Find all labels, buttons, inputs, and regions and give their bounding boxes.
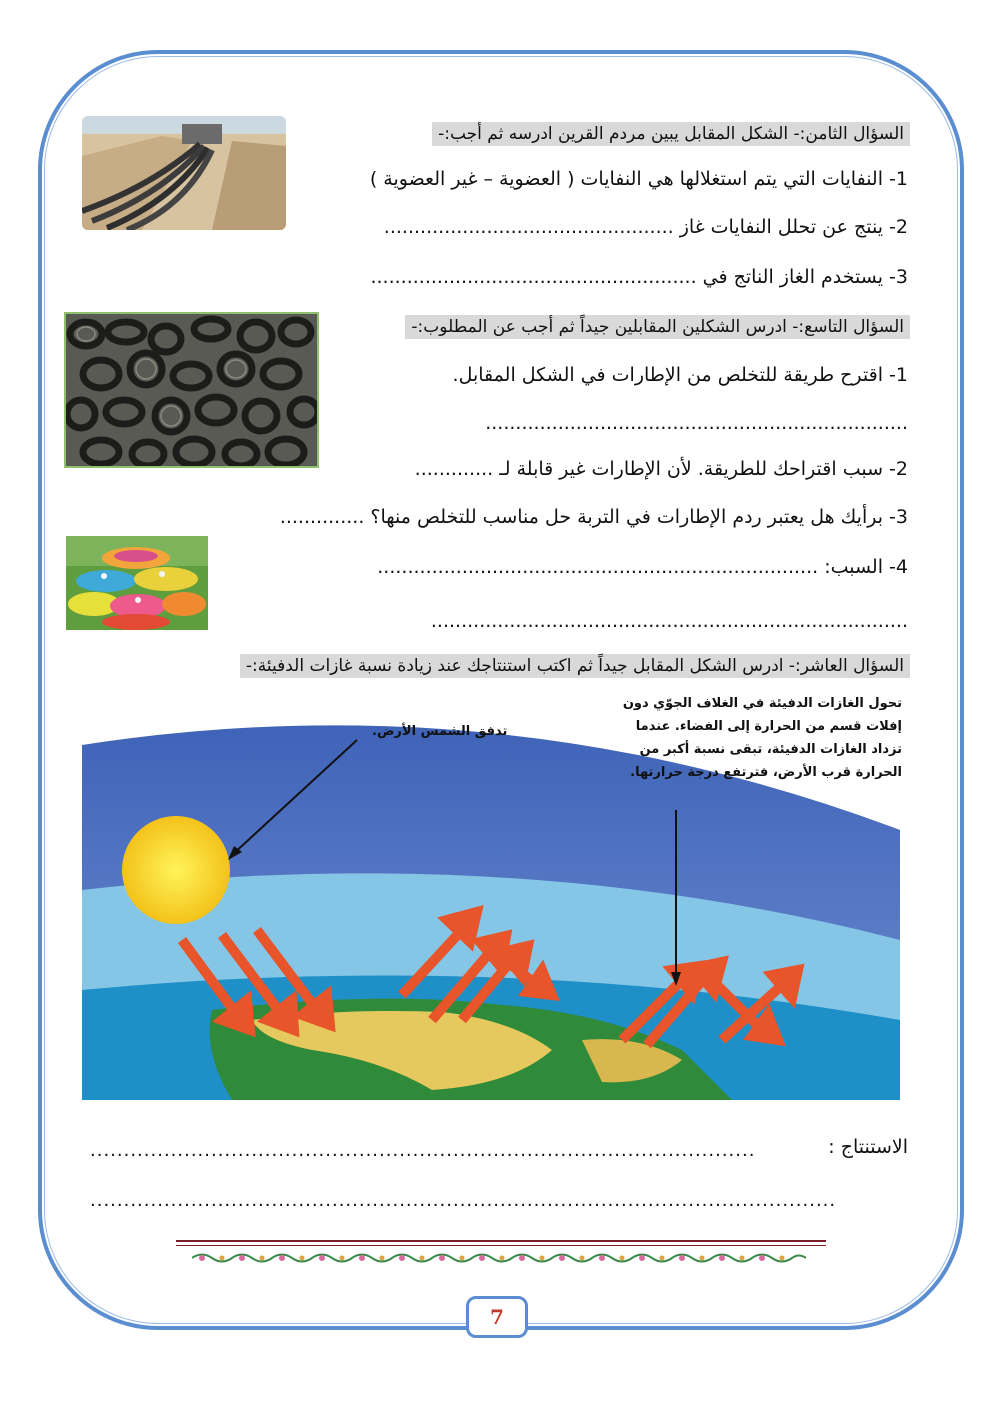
q9-item-2: 2- سبب اقتراحك للطريقة. لأن الإطارات غير قابلة لـ .............	[414, 458, 908, 480]
q8-item-1: 1- النفايات التي يتم استغلالها هي النفايات ( العضوية – غير العضوية )	[369, 168, 908, 190]
tire-pile-photo	[64, 312, 319, 468]
conclusion-label: الاستنتاج :	[828, 1136, 908, 1158]
q9-item-1-dots: ......................................................................	[485, 412, 908, 434]
q9-item-1: 1- اقترح طريقة للتخلص من الإطارات في الشكل المقابل.	[452, 364, 908, 386]
gas-caption: تحول الغازات الدفيئة في الغلاف الجوّي دون إفلات قسم من الحرارة إلى الفضاء. عندما تزداد الغازات الدفيئة، تبقى نسبة أكبر من الحرارة قرب الأرض، فترتفع درجة حرارتها.	[622, 696, 902, 780]
q9-item-4-dots: ...............................................................................	[430, 610, 908, 632]
conclusion-dots-2: ...............................................................................................................	[90, 1190, 837, 1211]
q9-title: السؤال التاسع:- ادرس الشكلين المقابلين جيداً ثم أجب عن المطلوب:-	[405, 315, 910, 339]
q10-title: السؤال العاشر:- ادرس الشكل المقابل جيداً ثم اكتب استنتاجك عند زيادة نسبة غازات الدفيئة:-	[240, 654, 910, 678]
q8-item-3: 3- يستخدم الغاز الناتج في ......................................................	[370, 266, 908, 288]
q9-item-3: 3- برأيك هل يعتبر ردم الإطارات في التربة حل مناسب للتخلص منها؟ ..............	[279, 506, 908, 528]
q9-item-4: 4- السبب: .........................................................................	[377, 556, 908, 578]
floral-border	[192, 1250, 806, 1264]
q8-item-2: 2- ينتج عن تحلل النفايات غاز ................................................	[383, 216, 908, 238]
page-number: 7	[466, 1296, 528, 1338]
greenhouse-diagram	[82, 690, 900, 1100]
q8-title: السؤال الثامن:- الشكل المقابل يبين مردم القرين ادرسه ثم أجب:-	[432, 122, 910, 146]
footer-rule	[176, 1240, 826, 1242]
landfill-pipes-photo	[82, 116, 286, 230]
tire-planters-photo	[66, 536, 208, 630]
footer-rule-thin	[176, 1245, 826, 1246]
sun-shape	[122, 816, 230, 924]
conclusion-dots-1: ...................................................................................................	[90, 1140, 756, 1161]
sun-label: تدفق الشمس الأرض.	[372, 724, 508, 739]
